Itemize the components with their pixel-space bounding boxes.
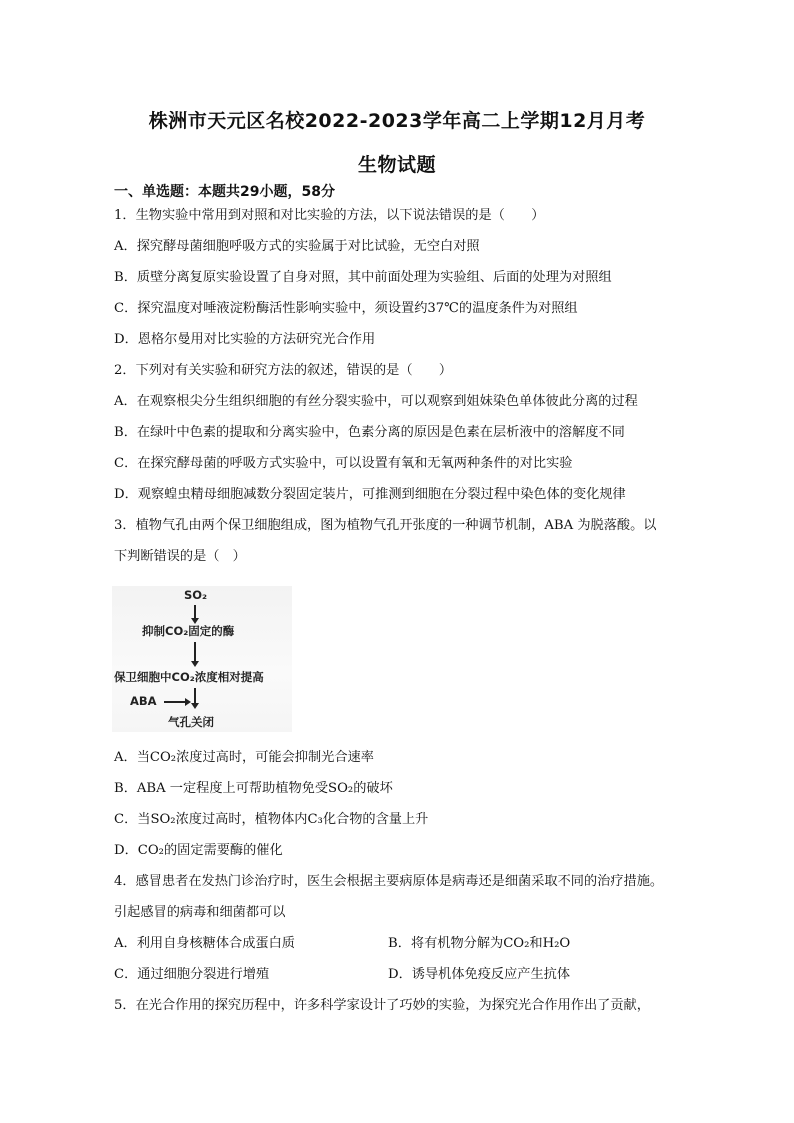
question-3-stem-line-1: 3．植物气孔由两个保卫细胞组成，图为植物气孔开张度的一种调节机制，ABA 为脱落酸。以 (114, 518, 657, 533)
question-1-option-c: C．探究温度对唾液淀粉酶活性影响实验中，须设置约37℃的温度条件为对照组 (114, 301, 578, 316)
diagram-arrow-2 (194, 642, 196, 662)
question-2-option-c: C．在探究酵母菌的呼吸方式实验中，可以设置有氧和无氧两种条件的对比实验 (114, 456, 573, 471)
diagram-closed-label: 气孔关闭 (168, 715, 214, 729)
question-4-stem-line-1: 4．感冒患者在发热门诊治疗时，医生会根据主要病原体是病毒还是细菌采取不同的治疗措施。 (114, 874, 664, 889)
question-3-option-d: D．CO₂的固定需要酶的催化 (114, 843, 283, 858)
question-5-stem: 5．在光合作用的探究历程中，许多科学家设计了巧妙的实验，为探究光合作用作出了贡献， (114, 998, 650, 1013)
question-3-option-a: A．当CO₂浓度过高时，可能会抑制光合速率 (114, 750, 374, 765)
question-2-option-b: B．在绿叶中色素的提取和分离实验中，色素分离的原因是色素在层析液中的溶解度不同 (114, 425, 625, 440)
exam-title: 株洲市天元区名校2022-2023学年高二上学期12月月考 (148, 110, 646, 132)
question-2-stem: 2．下列对有关实验和研究方法的叙述，错误的是（ ） (114, 363, 453, 378)
question-1-stem: 1．生物实验中常用到对照和对比实验的方法，以下说法错误的是（ ） (114, 208, 545, 223)
question-4-option-b: B．将有机物分解为CO₂和H₂O (388, 936, 571, 951)
section-heading: 一、单选题：本题共29小题，58分 (114, 184, 335, 200)
exam-subject: 生物试题 (357, 154, 436, 176)
diagram-aba-label: ABA (130, 694, 157, 708)
question-4-option-c: C．通过细胞分裂进行增殖 (114, 967, 270, 982)
question-1-option-a: A．探究酵母菌细胞呼吸方式的实验属于对比试验，无空白对照 (114, 239, 480, 254)
question-1-option-d: D．恩格尔曼用对比实验的方法研究光合作用 (114, 332, 376, 347)
question-1-option-b: B．质壁分离复原实验设置了自身对照，其中前面处理为实验组、后面的处理为对照组 (114, 270, 612, 285)
diagram-arrow-1 (194, 605, 196, 619)
question-4-stem-line-2: 引起感冒的病毒和细菌都可以 (114, 905, 286, 920)
diagram-enzyme-label: 抑制CO₂固定的酶 (142, 624, 235, 638)
question-2-option-d: D．观察蝗虫精母细胞减数分裂固定装片，可推测到细胞在分裂过程中染色体的变化规律 (114, 487, 626, 502)
question-3-option-b: B．ABA 一定程度上可帮助植物免受SO₂的破坏 (114, 781, 393, 796)
stomata-regulation-diagram (112, 586, 292, 732)
question-4-option-a: A．利用自身核糖体合成蛋白质 (114, 936, 295, 951)
question-2-option-a: A．在观察根尖分生组织细胞的有丝分裂实验中，可以观察到姐妹染色单体彼此分离的过程 (114, 394, 638, 409)
diagram-arrow-aba (164, 701, 186, 703)
diagram-co2-label: 保卫细胞中CO₂浓度相对提高 (114, 670, 264, 684)
question-4-option-d: D．诱导机体免疫反应产生抗体 (388, 967, 571, 982)
diagram-so2-label: SO₂ (184, 588, 208, 602)
question-3-stem-line-2: 下判断错误的是（ ） (114, 549, 246, 564)
question-3-option-c: C．当SO₂浓度过高时，植物体内C₃化合物的含量上升 (114, 812, 429, 827)
diagram-arrow-3 (194, 688, 196, 704)
